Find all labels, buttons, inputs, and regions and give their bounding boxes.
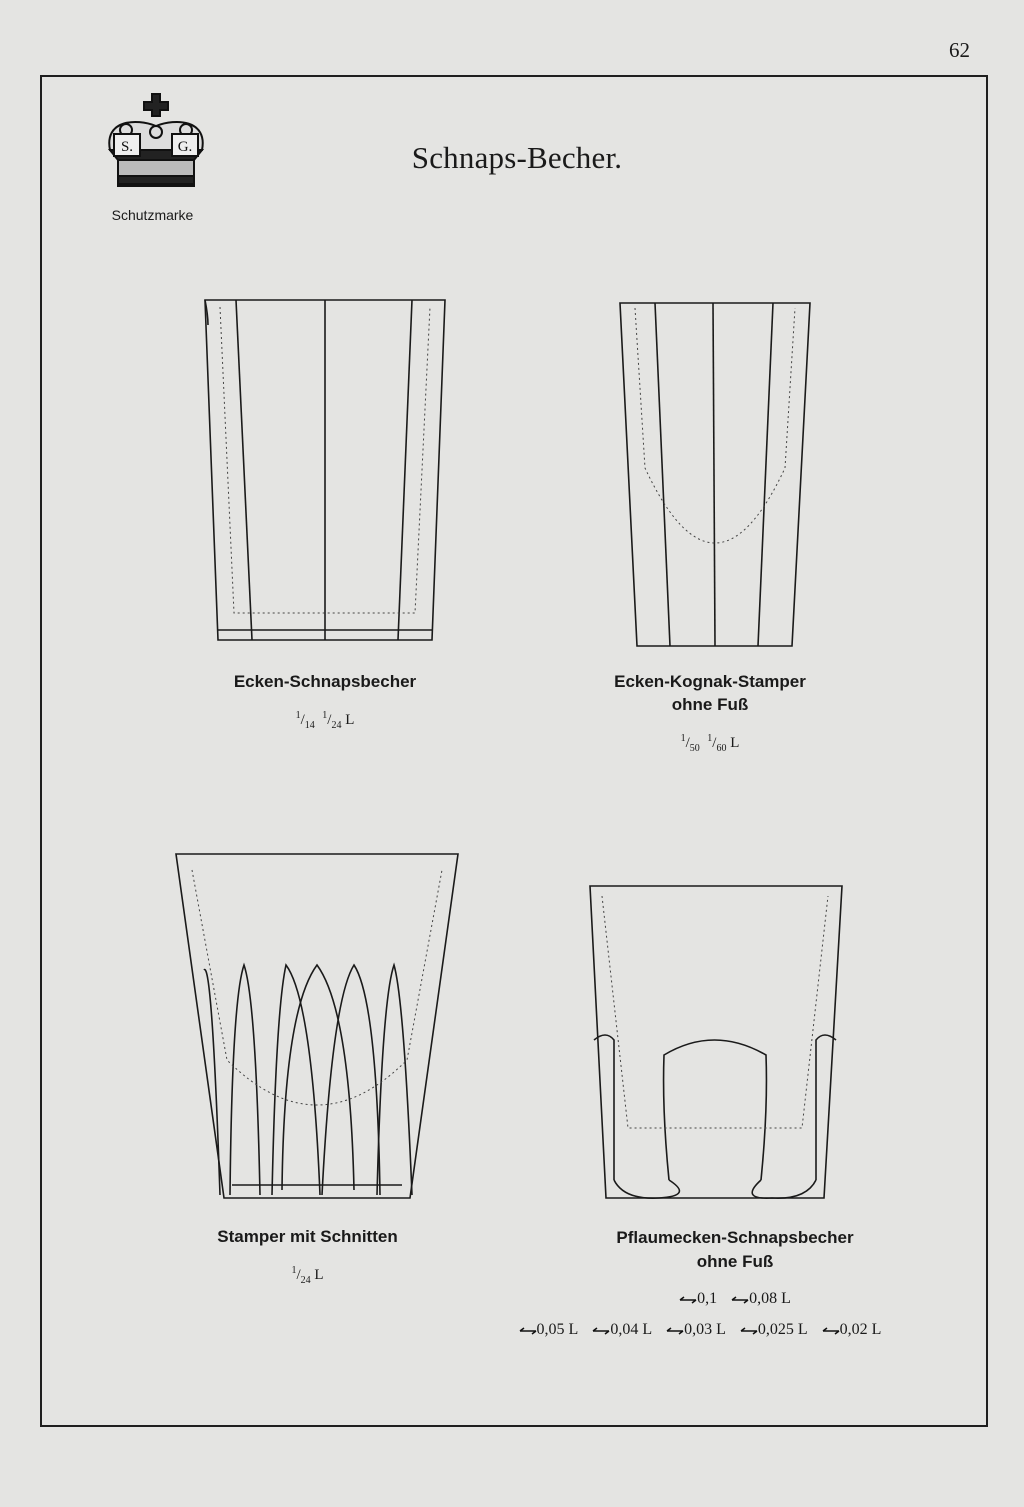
- item-name-3: Stamper mit Schnitten: [217, 1227, 398, 1246]
- arrow-icon: [519, 1325, 537, 1335]
- logo-initial-left: S.: [120, 139, 134, 155]
- logo-initial-right: G.: [177, 139, 193, 155]
- page-number: 62: [949, 38, 970, 62]
- glass-illustration-ecken-schnapsbecher: [200, 295, 450, 650]
- glass-illustration-stamper-mit-schnitten: [172, 850, 462, 1205]
- arrow-icon: [740, 1325, 758, 1335]
- page-title: Schnaps-Becher.: [411, 140, 623, 175]
- item-sizes-3: $^1/_{24}$ L: [291, 1265, 324, 1286]
- arrow-icon: [822, 1325, 840, 1335]
- glass-illustration-pflaumecken-schnapsbecher: [584, 880, 846, 1207]
- logo-caption: Schutzmarke: [111, 207, 194, 223]
- item-subtitle-2: ohne Fuß: [671, 695, 749, 714]
- item-name-1: Ecken-Schnapsbecher: [233, 672, 417, 691]
- item-name-2: Ecken-Kognak-Stamper: [614, 672, 806, 691]
- item-sizes-1: $^1/_{14}$ $^1/_{24}$ L: [295, 710, 355, 731]
- arrow-icon: [592, 1325, 610, 1335]
- arrow-icon: [679, 1294, 697, 1304]
- item-sizes-4-row2: 0,05 L 0,04 L 0,03 L 0,025 L 0,02 L: [460, 1321, 940, 1339]
- item-sizes-2: $^1/_{50}$ $^1/_{60}$ L: [680, 733, 740, 754]
- item-sizes-4-row1: 0,1 0,08 L: [560, 1290, 910, 1308]
- arrow-icon: [666, 1325, 684, 1335]
- arrow-icon: [731, 1294, 749, 1304]
- item-name-4: Pflaumecken-Schnapsbecher: [616, 1228, 854, 1247]
- glass-illustration-ecken-kognak-stamper: [615, 298, 815, 653]
- item-subtitle-4: ohne Fuß: [696, 1252, 774, 1271]
